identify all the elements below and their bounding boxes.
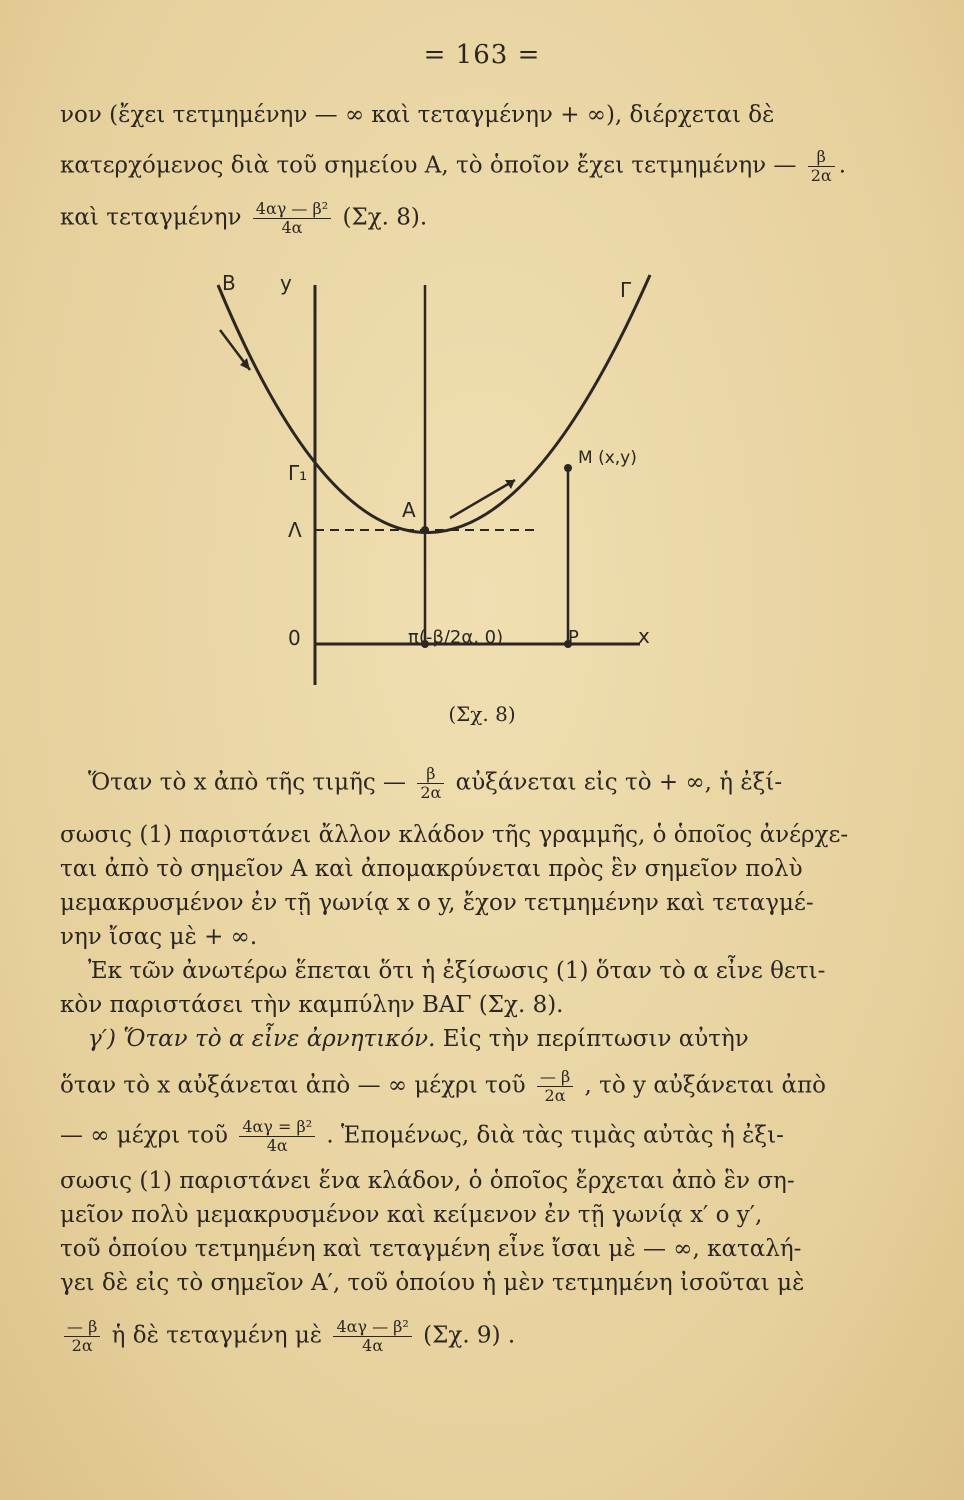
label-m: M (x,y) xyxy=(578,448,637,468)
body-line-15: $\frac{— \beta}{2\alpha}$ ἡ δὲ τεταγμένη μὲ $\frac{\text{4αγ — β²}}{4\alpha}$ (Σχ. 9) . xyxy=(60,1318,904,1355)
label-p: P xyxy=(568,627,579,648)
label-y: y xyxy=(280,271,292,295)
text-line-3: καὶ τεταγμένην $\frac{\text{4αγ — β²}}{4\alpha}$ (Σχ. 8). xyxy=(60,199,428,237)
fraction-b-over-2a: $\frac{\beta}{2\alpha}$ xyxy=(808,148,835,185)
body-line-2: σωσις (1) παριστάνει ἄλλον κλάδον τῆς γραμμῆς, ὁ ὁποῖος ἀνέρχε- xyxy=(60,822,849,848)
fraction-b-over-2a-2: $\frac{\beta}{2\alpha}$ xyxy=(417,765,444,802)
fraction-disc-eq-over-4a: $\frac{\text{4αγ = β²}}{4\alpha}$ xyxy=(239,1118,315,1155)
label-b: B xyxy=(222,271,236,295)
parabola-curve xyxy=(218,275,650,533)
vertex-point-a xyxy=(421,526,429,534)
fraction-disc-over-4a-2: $\frac{\text{4αγ — β²}}{4\alpha}$ xyxy=(333,1318,411,1355)
label-a: A xyxy=(402,498,416,522)
body-line-5: νην ἴσας μὲ + ∞. xyxy=(60,924,258,950)
figure-caption: (Σχ. 8) xyxy=(448,702,516,726)
body-line-1: Ὅταν τὸ x ἀπὸ τῆς τιμῆς — $\frac{\beta}{2\alpha}$ αὐξάνεται εἰς τὸ + ∞, ἡ ἐξί- xyxy=(88,764,783,802)
fraction-neg-b-over-2a-2: $\frac{— \beta}{2\alpha}$ xyxy=(64,1318,100,1355)
body-line-7: κὸν παριστάσει τὴν καμπύλην ΒΑΓ (Σχ. 8). xyxy=(60,992,564,1018)
body-line-14: γει δὲ εἰς τὸ σημεῖον Α′, τοῦ ὁποίου ἡ μὲν τετμημένη ἰσοῦται μὲ xyxy=(60,1270,805,1296)
label-gamma: Γ xyxy=(620,278,632,302)
label-gamma1: Γ₁ xyxy=(288,461,308,485)
body-line-4: μεμακρυσμένον ἐν τῇ γωνίᾳ x ο y, ἔχον τετμημένην καὶ τεταγμέ- xyxy=(60,890,814,916)
fraction-neg-b-over-2a: $\frac{— \beta}{2\alpha}$ xyxy=(537,1068,573,1105)
label-origin: 0 xyxy=(288,626,301,650)
body-line-11: σωσις (1) παριστάνει ἕνα κλάδον, ὁ ὁποῖος ἔρχεται ἀπὸ ἓν ση- xyxy=(60,1168,795,1194)
label-x: x xyxy=(638,624,650,648)
point-m xyxy=(564,464,572,472)
text-line-1: νον (ἔχει τετμημένην — ∞ καὶ τεταγμένην + ∞), διέρχεται δὲ xyxy=(60,102,775,128)
body-line-13: τοῦ ὁποίου τετμημένη καὶ τεταγμένη εἶνε ἴσαι μὲ — ∞, καταλή- xyxy=(60,1236,802,1262)
label-lambda: Λ xyxy=(288,518,302,542)
section-heading-gamma: γ′) Ὅταν τὸ α εἶνε ἀρνητικόν. Εἰς τὴν περίπτωσιν αὐτὴν xyxy=(88,1026,749,1052)
body-line-3: ται ἀπὸ τὸ σημεῖον Α καὶ ἀπομακρύνεται πρὸς ἓν σημεῖον πολὺ xyxy=(60,856,803,882)
fraction-disc-over-4a: $\frac{\text{4αγ — β²}}{4\alpha}$ xyxy=(253,200,331,237)
label-pi: π(-β/2α, 0) xyxy=(408,627,504,648)
body-line-12: μεῖον πολὺ μεμακρυσμένον καὶ κείμενον ἐν τῇ γωνίᾳ x′ ο y′, xyxy=(60,1202,763,1228)
parabola-figure xyxy=(180,255,740,695)
body-line-6: Ἐκ τῶν ἀνωτέρω ἕπεται ὅτι ἡ ἐξίσωσις (1) ὅταν τὸ α εἶνε θετι- xyxy=(88,958,826,984)
text-line-2: κατερχόμενος διὰ τοῦ σημείου Α, τὸ ὁποῖον ἔχει τετμημένην — $\frac{\beta}{2\alpha}$ . xyxy=(60,147,847,185)
page-number: = 163 = xyxy=(423,40,541,70)
body-line-9: ὅταν τὸ x αὐξάνεται ἀπὸ — ∞ μέχρι τοῦ $\frac{— \beta}{2\alpha}$ , τὸ y αὐξάνεται ἀπὸ xyxy=(60,1067,827,1105)
body-line-10: — ∞ μέχρι τοῦ $\frac{\text{4αγ = β²}}{4\alpha}$ . Ἑπομένως, διὰ τὰς τιμὰς αὐτὰς ἡ ἐξι- xyxy=(60,1117,784,1155)
